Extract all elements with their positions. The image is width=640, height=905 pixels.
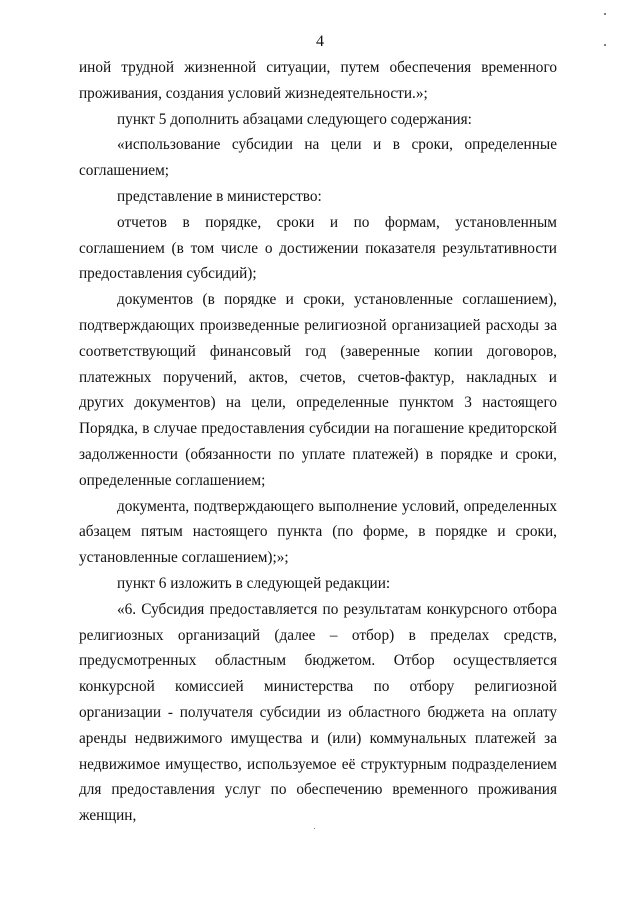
page-number: 4 bbox=[316, 33, 324, 50]
paragraph-point-6-intro: пункт 6 изложить в следующей редакции: bbox=[117, 574, 391, 592]
document-body bbox=[79, 55, 557, 829]
paragraph-submission-heading: представление в министерство: bbox=[117, 187, 322, 205]
paragraph-point-6-text: «6. Субсидия предоставляется по результатам конкурсного отбора религиозных организаций (далее – отбор) в пределах средств, предусмотренных областным бюджетом. Отбор осуществляется конкурсной комиссией министерства по отбору религиозной организации - получателя субсидии из областного бюджета на оплату аренды недвижимого имущества и (или) коммунальных платежей за недвижимое имущество, используемое её структурным подразделением для предоставления услуг по обеспечению временного проживания женщин, bbox=[79, 600, 557, 825]
paragraph-continuation: иной трудной жизненной ситуации, путем обеспечения временного проживания, создания условий жизнедеятельности.»; bbox=[79, 59, 557, 102]
scan-speck bbox=[604, 44, 606, 46]
paragraph-documents: документов (в порядке и сроки, установленные соглашением), подтверждающих произведенные религиозной организацией расходы за соответствующий финансовый год (заверенные копии договоров, платежных поручений, актов, счетов, счетов-фактур, накладных и других документов) на цели, определенные пунктом 3 настоящего Порядка, в случае предоставления субсидии на погашение кредиторской задолженности (обязанности по уплате платежей) в порядке и сроки, определенные соглашением; bbox=[79, 291, 557, 489]
paragraph-subsidy-use: «использование субсидии на цели и в сроки, определенные соглашением; bbox=[79, 136, 557, 180]
paragraph-confirming-document: документа, подтверждающего выполнение условий, определенных абзацем пятым настоящего пункта (по форме, в порядке и сроки, установленные соглашением);»; bbox=[79, 497, 557, 567]
scan-speck bbox=[604, 13, 606, 15]
paragraph-point-5-intro: пункт 5 дополнить абзацами следующего содержания: bbox=[117, 110, 472, 128]
scan-speck bbox=[314, 828, 315, 829]
paragraph-reports: отчетов в порядке, сроки и по формам, установленным соглашением (в том числе о достижении показателя результативности предоставления субсидий); bbox=[79, 213, 557, 283]
